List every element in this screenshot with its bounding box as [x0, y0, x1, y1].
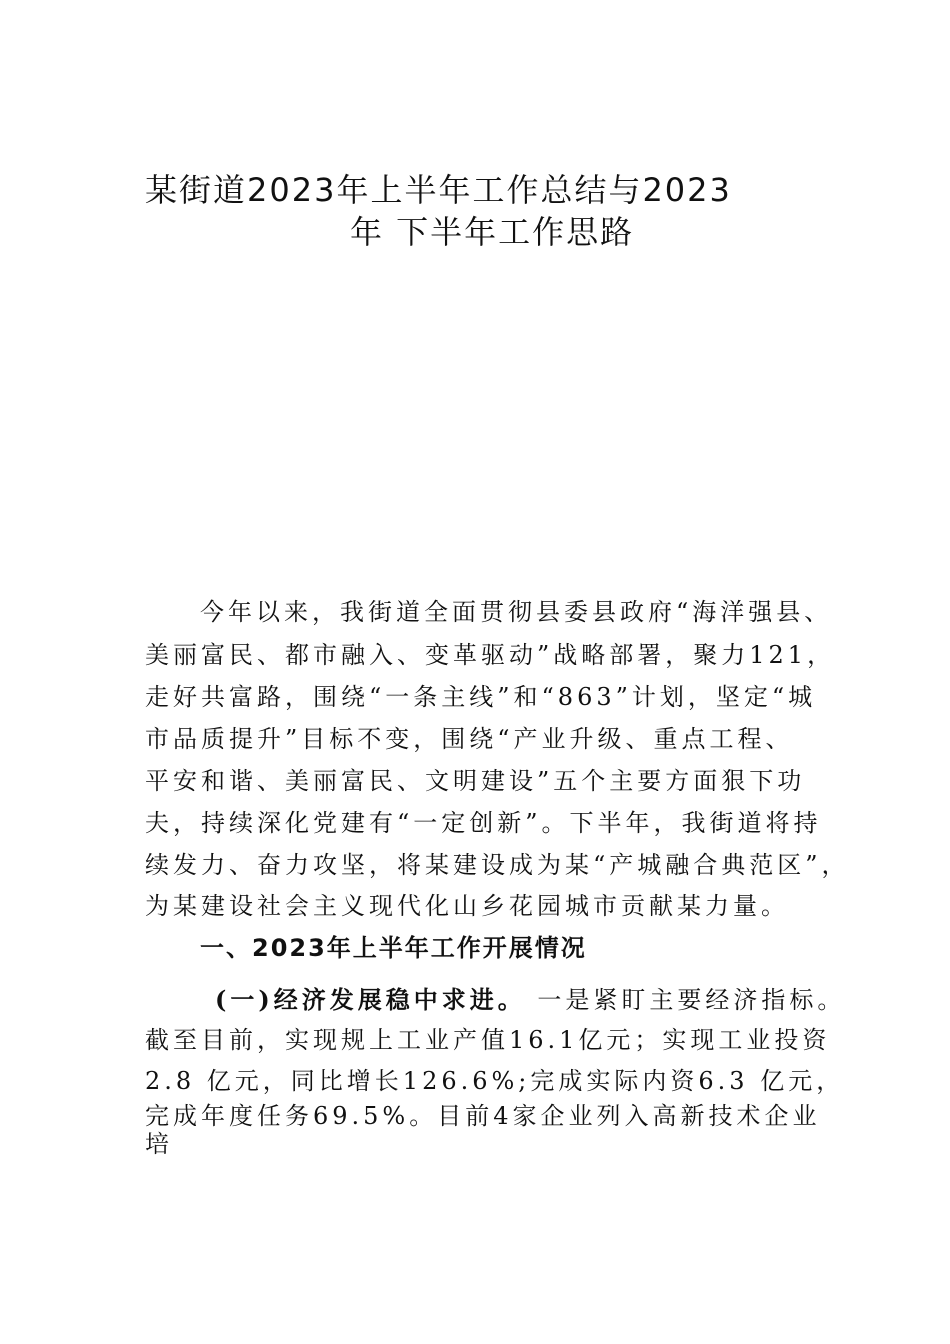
- subsection-title: (一)经济发展稳中求进。: [215, 985, 526, 1014]
- section-heading: 一、2023年上半年工作开展情况: [200, 934, 587, 962]
- subsection-line: 完成年度任务69.5%。目前4家企业列入高新技术企业: [145, 1102, 821, 1130]
- subsection-line: 截至目前，实现规上工业产值16.1亿元；实现工业投资: [145, 1026, 831, 1054]
- intro-paragraph-line: 平安和谐、美丽富民、文明建设”五个主要方面狠下功: [145, 767, 806, 795]
- document-title-line-2: 年 下半年工作思路: [350, 213, 635, 251]
- intro-paragraph-line: 走好共富路，围绕“一条主线”和“863”计划，坚定“城: [145, 683, 817, 711]
- subsection-line: 培: [145, 1130, 173, 1158]
- document-title-line-1: 某街道2023年上半年工作总结与2023: [145, 171, 732, 209]
- intro-paragraph-line: 续发力、奋力攻坚，将某建设成为某“产城融合典范区”，: [145, 851, 850, 879]
- subsection-line: 2.8 亿元，同比增长126.6%;完成实际内资6.3 亿元，: [145, 1067, 845, 1095]
- intro-paragraph-line: 市品质提升”目标不变，围绕“产业升级、重点工程、: [145, 725, 794, 753]
- subsection-lead: 一是紧盯主要经济指标。: [525, 986, 846, 1014]
- subsection-first-line: [215, 985, 845, 1015]
- intro-paragraph-line: 夫，持续深化党建有“一定创新”。下半年，我街道将持: [145, 809, 822, 837]
- intro-paragraph-line: 美丽富民、都市融入、变革驱动”战略部署，聚力121，: [145, 641, 836, 669]
- intro-paragraph-line: 今年以来，我街道全面贯彻县委县政府“海洋强县、: [200, 598, 833, 626]
- intro-paragraph-line: 为某建设社会主义现代化山乡花园城市贡献某力量。: [145, 892, 789, 920]
